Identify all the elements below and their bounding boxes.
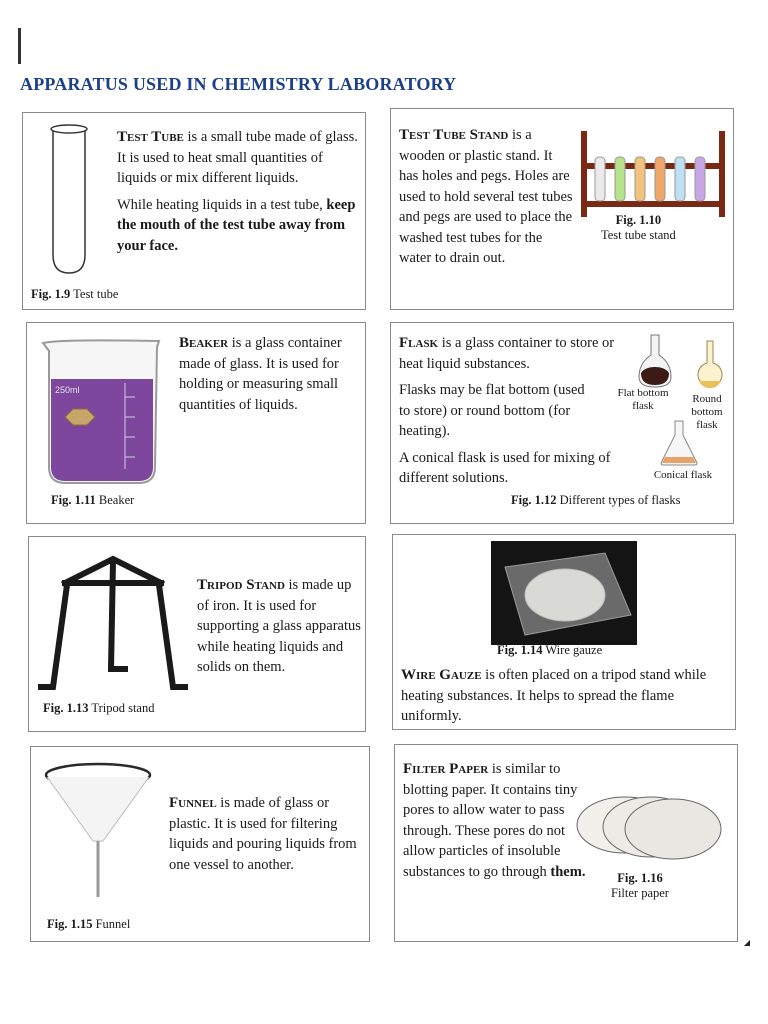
test-tube-warning: keep the mouth of the test tube away from your face. [117, 196, 356, 254]
flask-text [399, 333, 639, 495]
page-edge-mark [18, 28, 21, 64]
page-corner-mark [744, 940, 750, 946]
term-beaker: Beaker [179, 335, 229, 351]
label-conical-flask: Conical flask [653, 469, 713, 481]
term-tripod-stand: Tripod Stand [197, 577, 285, 593]
caption-flask [511, 493, 681, 508]
beaker-illustration [39, 337, 165, 487]
test-tube-text [117, 127, 361, 262]
fig-caption: Funnel [92, 917, 131, 931]
wire-gauze-desc: is often placed on a tripod stand while heating substances. It helps to spread the flame uniformly. [401, 667, 707, 724]
wire-gauze-mesh [495, 551, 633, 637]
fig-number: Fig. 1.16 [617, 871, 663, 885]
card-flask [390, 322, 734, 524]
filter-paper-desc: is similar to blotting paper. It contains tiny pores to allow water to pass through. These pores do not allow particles of insoluble substances to go through [403, 761, 578, 880]
card-test-tube [22, 112, 366, 310]
label-round-bottom-flask: Round bottom flask [691, 393, 723, 431]
conical-flask-icon [659, 419, 699, 467]
fig-number: Fig. 1.14 [497, 643, 543, 657]
fig-caption: Test tube stand [601, 228, 676, 242]
tripod-stand-illustration [39, 553, 189, 693]
card-filter-paper [394, 744, 738, 942]
label-flat-bottom-flask: Flat bottom flask [617, 387, 669, 412]
fig-caption: Different types of flasks [556, 493, 681, 507]
funnel-illustration [43, 761, 153, 901]
term-funnel: Funnel [169, 795, 217, 811]
filter-paper-text [403, 759, 593, 888]
caption-funnel [47, 917, 130, 932]
funnel-text [169, 793, 365, 881]
caption-tripod-stand [43, 701, 154, 716]
flask-desc: is a glass container to store or heat liquid substances. [399, 335, 615, 372]
fig-caption: Test tube [70, 287, 119, 301]
fig-number: Fig. 1.15 [47, 917, 93, 931]
term-flask: Flask [399, 335, 439, 351]
page-title: APPARATUS USED IN CHEMISTRY LABORATORY [20, 74, 457, 94]
term-test-tube-stand: Test Tube Stand [399, 127, 509, 143]
caption-beaker [51, 493, 134, 508]
funnel-desc: is made of glass or plastic. It is used for filtering liquids and pouring liquids from one vessel to another. [169, 795, 357, 873]
fig-number: Fig. 1.13 [43, 701, 89, 715]
fig-caption: Tripod stand [88, 701, 155, 715]
filter-paper-desc-end: them. [550, 863, 586, 880]
caption-test-tube-stand [601, 213, 676, 243]
flask-conical: A conical flask is used for mixing of different solutions. [399, 449, 611, 486]
fig-number: Fig. 1.12 [511, 493, 557, 507]
wire-gauze-photo [491, 541, 637, 645]
beaker-scale-label: 250ml [55, 385, 80, 395]
term-wire-gauze: Wire Gauze [401, 667, 482, 683]
fig-number: Fig. 1.9 [31, 287, 71, 301]
beaker-desc: is a glass container made of glass. It is used for holding or measuring small quantities of liquids. [179, 335, 342, 413]
caption-wire-gauze [497, 643, 602, 658]
card-test-tube-stand [390, 108, 734, 310]
term-filter-paper: Filter Paper [403, 761, 489, 777]
term-test-tube: Test Tube [117, 129, 184, 145]
caption-test-tube [31, 287, 118, 302]
caption-filter-paper [611, 871, 669, 901]
flask-types: Flasks may be flat bottom (used to store) or round bottom (for heating). [399, 382, 585, 439]
test-tube-stand-illustration [579, 127, 729, 219]
fig-caption: Filter paper [611, 886, 669, 900]
wire-gauze-text [401, 665, 729, 733]
flat-bottom-flask-icon [637, 333, 673, 389]
test-tube-warning-pre: While heating liquids in a test tube, [117, 196, 327, 213]
test-tube-illustration [49, 123, 89, 275]
card-tripod-stand [28, 536, 366, 732]
filter-paper-illustration [573, 791, 725, 863]
test-tube-desc: is a small tube made of glass. It is used to heat small quantities of liquids or mix different liquids. [117, 129, 358, 186]
card-wire-gauze [392, 534, 736, 730]
tripod-text [197, 575, 361, 684]
beaker-text [179, 333, 359, 421]
stand-desc: is a wooden or plastic stand. It has holes and pegs. Holes are used to hold several test tubes and pegs are used to place the washed test tubes for the water to drain out. [399, 127, 573, 266]
fig-caption: Wire gauze [542, 643, 603, 657]
fig-number: Fig. 1.11 [51, 493, 96, 507]
fig-number: Fig. 1.10 [615, 213, 662, 227]
round-bottom-flask-icon [695, 339, 725, 393]
card-funnel [30, 746, 370, 942]
tripod-desc: is made up of iron. It is used for supporting a glass apparatus while heating liquids and solids on them. [197, 577, 361, 675]
fig-caption: Beaker [95, 493, 135, 507]
card-beaker [26, 322, 366, 524]
